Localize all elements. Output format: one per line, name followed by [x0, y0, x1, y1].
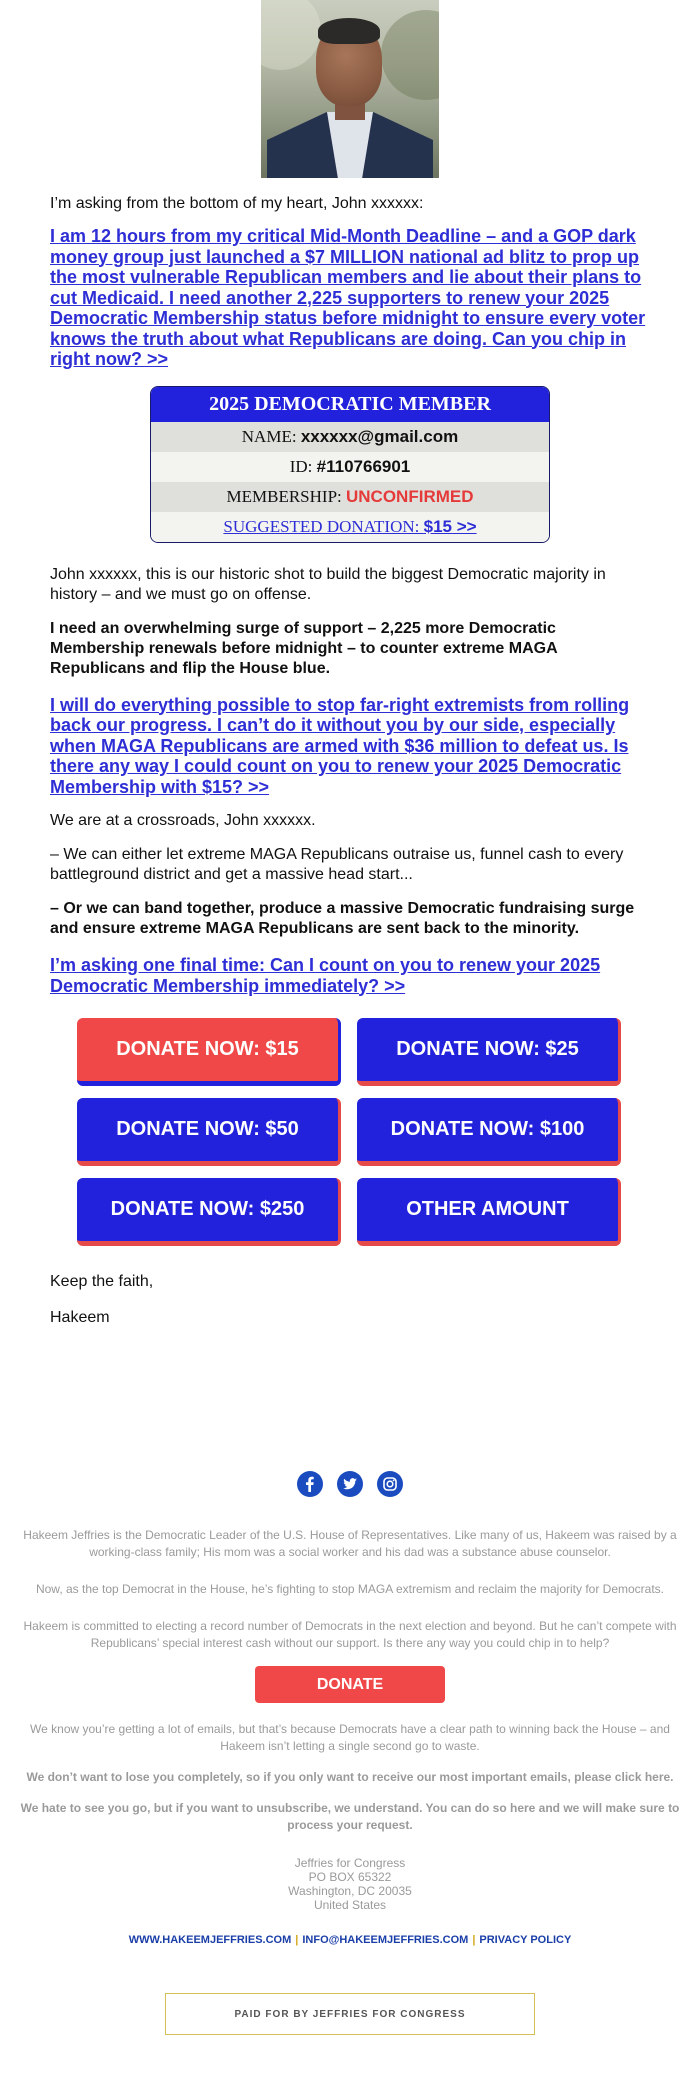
footer-bio-2: Now, as the top Democrat in the House, he’s fighting to stop MAGA extremism and reclaim the majority for Democrats.: [35, 1582, 665, 1596]
social-icons: [0, 1471, 700, 1497]
address-line-1: Jeffries for Congress: [294, 1856, 406, 1870]
suggested-donation-link[interactable]: [223, 517, 476, 536]
donate-100-button[interactable]: DONATE NOW: $100: [357, 1098, 621, 1166]
donate-15-button[interactable]: DONATE NOW: $15: [77, 1018, 341, 1086]
address-line-2: PO BOX 65322: [308, 1870, 392, 1884]
donate-other-amount-button[interactable]: OTHER AMOUNT: [357, 1178, 621, 1246]
membership-card: [150, 386, 550, 543]
donate-button-grid: [77, 1018, 650, 1246]
deadline-appeal-link[interactable]: I am 12 hours from my critical Mid-Month Deadline – and a GOP dark money group just launched a $7 MILLION national ad blitz to prop up the most vulnerable Republican members and lie about their plans to cut Medicaid. I need another 2,225 supporters to renew your 2025 Democratic Membership status before midnight to ensure every voter knows the truth about what Republicans are doing. Can you chip in right now? >>: [50, 226, 646, 369]
donate-50-button[interactable]: DONATE NOW: $50: [77, 1098, 341, 1166]
hakeem-portrait-photo: [261, 0, 439, 178]
card-id-value: #110766901: [316, 456, 411, 476]
photo-background-blur: [261, 0, 321, 70]
header-photo-container: [0, 0, 700, 178]
footer-links: [20, 1932, 680, 1949]
footer-note-emails: We know you’re getting a lot of emails, but that’s because Democrats have a clear path to winning back the House – and Hakeem isn’t letting a single second go to waste.: [30, 1722, 670, 1753]
card-membership-status: UNCONFIRMED: [346, 486, 474, 506]
card-id-label: ID:: [289, 456, 317, 476]
donate-250-button[interactable]: DONATE NOW: $250: [77, 1178, 341, 1246]
photo-hair: [318, 18, 380, 44]
link-separator: |: [472, 1934, 476, 1946]
footer-address: [20, 1856, 680, 1912]
signoff-text: Keep the faith,: [50, 1273, 154, 1290]
signature-text: Hakeem: [50, 1309, 110, 1326]
paragraph-either: – We can either let extreme MAGA Republicans outraise us, funnel cash to every battleground district and get a massive head start...: [50, 846, 624, 883]
membership-card-title: 2025 DEMOCRATIC MEMBER: [151, 387, 549, 422]
link-separator: |: [295, 1934, 299, 1946]
paid-for-disclaimer: PAID FOR BY JEFFRIES FOR CONGRESS: [165, 1993, 535, 2035]
donate-25-button[interactable]: DONATE NOW: $25: [357, 1018, 621, 1086]
footer-donate-button[interactable]: DONATE: [255, 1666, 445, 1703]
paragraph-or: – Or we can band together, produce a massive Democratic fundraising surge and ensure extreme MAGA Republicans are sent back to the minority.: [50, 900, 635, 937]
paragraph-crossroads: We are at a crossroads, John xxxxxx.: [50, 812, 316, 829]
twitter-icon[interactable]: [337, 1471, 363, 1497]
card-row-donation: [151, 512, 549, 542]
card-donation-value: $15 >>: [423, 516, 477, 536]
card-row-membership: [151, 482, 549, 512]
address-line-3: Washington, DC 20035: [288, 1884, 412, 1898]
instagram-icon[interactable]: [377, 1471, 403, 1497]
card-row-id: [151, 452, 549, 482]
address-line-4: United States: [313, 1898, 387, 1912]
footer-note-unsubscribe[interactable]: We hate to see you go, but if you want to unsubscribe, we understand. You can do so here and we will make sure to process your request.: [20, 1801, 680, 1832]
card-row-name: [151, 422, 549, 452]
intro-text: I’m asking from the bottom of my heart, John xxxxxx:: [50, 195, 424, 212]
card-name-value: xxxxxx@gmail.com: [300, 426, 459, 446]
footer-bio-1: Hakeem Jeffries is the Democratic Leader of the U.S. House of Representatives. Like many of us, Hakeem was raised by a working-class family; His mom was a social worker and his dad was a substance abuse counselor.: [23, 1528, 677, 1559]
footer: [0, 1527, 700, 2035]
membership-card-rows: [151, 422, 549, 542]
website-link[interactable]: WWW.HAKEEMJEFFRIES.COM: [128, 1934, 292, 1946]
card-membership-label: MEMBERSHIP:: [226, 486, 346, 506]
footer-note-important-emails[interactable]: We don’t want to lose you completely, so if you only want to receive our most important emails, please click here.: [26, 1770, 674, 1784]
privacy-policy-link[interactable]: PRIVACY POLICY: [479, 1934, 572, 1946]
paragraph-surge-support: I need an overwhelming surge of support – 2,225 more Democratic Membership renewals before midnight – to counter extreme MAGA Republicans and flip the House blue.: [50, 619, 558, 677]
email-body: [0, 194, 700, 1328]
photo-background-foliage: [381, 10, 439, 100]
final-ask-link[interactable]: I’m asking one final time: Can I count on you to renew your 2025 Democratic Membership immediately? >>: [50, 955, 601, 996]
card-name-label: NAME:: [241, 426, 301, 446]
paragraph-historic-shot: John xxxxxx, this is our historic shot to build the biggest Democratic majority in history – and we must go on offense.: [50, 565, 606, 603]
facebook-icon[interactable]: [297, 1471, 323, 1497]
card-donation-label: SUGGESTED DONATION:: [223, 516, 424, 536]
email-link[interactable]: INFO@HAKEEMJEFFRIES.COM: [302, 1934, 469, 1946]
stop-extremists-link[interactable]: I will do everything possible to stop far-right extremists from rolling back our progress. I can’t do it without you by our side, especially when MAGA Republicans are armed with $36 million to defeat us. Is there any way I could count on you to renew your 2025 Democratic Membership with $15? >>: [50, 694, 630, 797]
footer-bio-3: Hakeem is committed to electing a record number of Democrats in the next election and beyond. But he can’t compete with Republicans’ special interest cash without our support. Is there any way you could chip in to help?: [23, 1619, 677, 1650]
